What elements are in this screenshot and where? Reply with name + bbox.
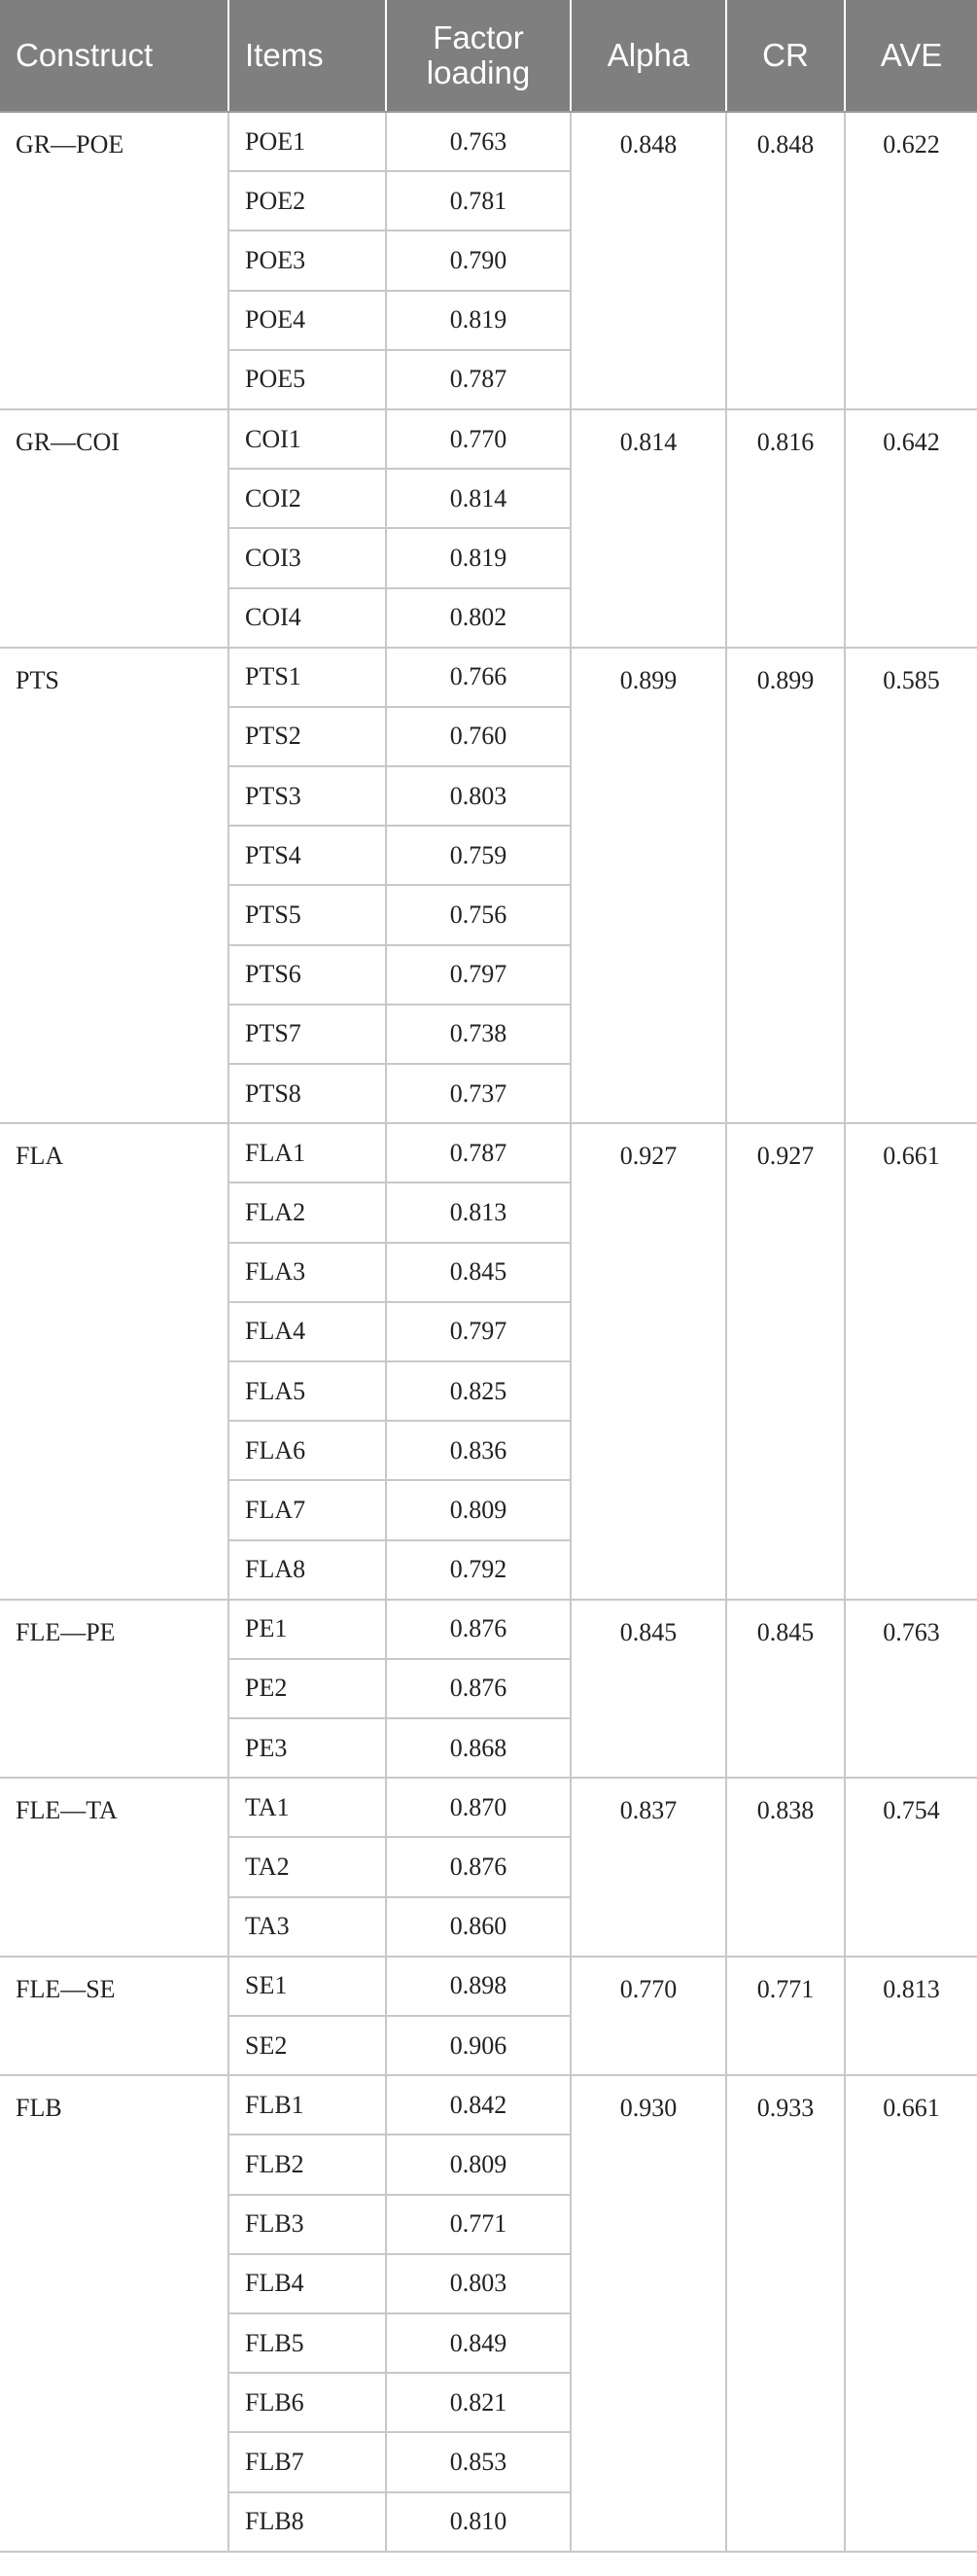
item-cell: FLB4	[228, 2254, 386, 2313]
factor-loading-cell: 0.842	[386, 2075, 571, 2135]
item-cell: TA1	[228, 1778, 386, 1837]
cr-cell: 0.771	[726, 1957, 845, 2075]
factor-loading-cell: 0.853	[386, 2432, 571, 2491]
construct-cell: GR—POE	[0, 112, 228, 409]
factor-loading-cell: 0.781	[386, 171, 571, 230]
construct-cell: GR—COI	[0, 409, 228, 648]
ave-cell: 0.622	[845, 112, 977, 409]
ave-cell: 0.813	[845, 1957, 977, 2075]
table-row	[0, 409, 977, 469]
factor-loading-cell: 0.819	[386, 528, 571, 587]
factor-loading-cell: 0.803	[386, 2254, 571, 2313]
factor-loading-cell: 0.845	[386, 1243, 571, 1302]
item-cell: TA2	[228, 1837, 386, 1896]
item-cell: FLA1	[228, 1123, 386, 1182]
cr-cell: 0.927	[726, 1123, 845, 1600]
item-cell: POE2	[228, 171, 386, 230]
header-items: Items	[228, 0, 386, 112]
factor-loading-cell: 0.797	[386, 1302, 571, 1361]
cr-cell: 0.845	[726, 1600, 845, 1779]
factor-loading-cell: 0.876	[386, 1659, 571, 1718]
construct-cell: PTS	[0, 648, 228, 1124]
ave-cell: 0.585	[845, 648, 977, 1124]
item-cell: FLA3	[228, 1243, 386, 1302]
factor-loading-cell: 0.876	[386, 1600, 571, 1659]
item-cell: PTS5	[228, 885, 386, 944]
table-row	[0, 648, 977, 707]
item-cell: SE1	[228, 1957, 386, 2016]
table-row	[0, 2075, 977, 2135]
factor-loading-cell: 0.821	[386, 2373, 571, 2432]
item-cell: PE3	[228, 1718, 386, 1778]
item-cell: FLA5	[228, 1361, 386, 1421]
factor-loading-cell: 0.809	[386, 2135, 571, 2194]
factor-loading-cell: 0.760	[386, 707, 571, 766]
ave-cell: 0.754	[845, 1778, 977, 1957]
factor-loading-cell: 0.787	[386, 1123, 571, 1182]
factor-loading-cell: 0.766	[386, 648, 571, 707]
item-cell: FLA8	[228, 1540, 386, 1600]
table-row	[0, 1778, 977, 1837]
cr-cell: 0.848	[726, 112, 845, 409]
factor-loading-cell: 0.771	[386, 2195, 571, 2254]
item-cell: FLA2	[228, 1182, 386, 1242]
item-cell: FLB5	[228, 2313, 386, 2373]
factor-loading-cell: 0.802	[386, 588, 571, 648]
factor-loading-cell: 0.792	[386, 1540, 571, 1600]
factor-loading-cell: 0.763	[386, 112, 571, 171]
construct-cell: FLB	[0, 2075, 228, 2552]
factor-loading-cell: 0.825	[386, 1361, 571, 1421]
item-cell: PE2	[228, 1659, 386, 1718]
cr-cell: 0.816	[726, 409, 845, 648]
header-factor-loading: Factor loading	[386, 0, 571, 112]
item-cell: SE2	[228, 2016, 386, 2075]
factor-loading-cell: 0.810	[386, 2492, 571, 2552]
factor-loading-cell: 0.860	[386, 1897, 571, 1957]
header-cr: CR	[726, 0, 845, 112]
factor-loading-cell: 0.756	[386, 885, 571, 944]
item-cell: PTS6	[228, 945, 386, 1005]
factor-loading-cell: 0.813	[386, 1182, 571, 1242]
alpha-cell: 0.899	[571, 648, 726, 1124]
factor-loading-cell: 0.737	[386, 1064, 571, 1123]
factor-loading-cell: 0.814	[386, 469, 571, 528]
item-cell: PTS7	[228, 1005, 386, 1064]
item-cell: FLB7	[228, 2432, 386, 2491]
cr-cell: 0.933	[726, 2075, 845, 2552]
item-cell: PE1	[228, 1600, 386, 1659]
factor-loading-cell: 0.836	[386, 1421, 571, 1480]
item-cell: POE1	[228, 112, 386, 171]
construct-cell: FLE—TA	[0, 1778, 228, 1957]
item-cell: FLA4	[228, 1302, 386, 1361]
factor-loading-cell: 0.849	[386, 2313, 571, 2373]
item-cell: PTS8	[228, 1064, 386, 1123]
item-cell: PTS1	[228, 648, 386, 707]
table-row	[0, 112, 977, 171]
ave-cell: 0.661	[845, 1123, 977, 1600]
item-cell: POE3	[228, 230, 386, 290]
factor-loading-cell: 0.819	[386, 291, 571, 350]
ave-cell: 0.661	[845, 2075, 977, 2552]
construct-cell: FLE—SE	[0, 1957, 228, 2075]
factor-loading-cell: 0.906	[386, 2016, 571, 2075]
item-cell: COI3	[228, 528, 386, 587]
item-cell: COI4	[228, 588, 386, 648]
item-cell: FLB8	[228, 2492, 386, 2552]
factor-loading-cell: 0.809	[386, 1480, 571, 1539]
factor-loading-cell: 0.770	[386, 409, 571, 469]
table-row	[0, 1123, 977, 1182]
item-cell: FLB2	[228, 2135, 386, 2194]
header-alpha: Alpha	[571, 0, 726, 112]
factor-loading-cell: 0.787	[386, 350, 571, 409]
factor-loading-cell: 0.870	[386, 1778, 571, 1837]
alpha-cell: 0.930	[571, 2075, 726, 2552]
factor-loading-cell: 0.797	[386, 945, 571, 1005]
alpha-cell: 0.770	[571, 1957, 726, 2075]
header-construct: Construct	[0, 0, 228, 112]
construct-cell: FLE—PE	[0, 1600, 228, 1779]
alpha-cell: 0.927	[571, 1123, 726, 1600]
item-cell: FLA6	[228, 1421, 386, 1480]
item-cell: PTS4	[228, 826, 386, 885]
factor-loading-cell: 0.803	[386, 766, 571, 826]
item-cell: FLA7	[228, 1480, 386, 1539]
factor-loading-cell: 0.898	[386, 1957, 571, 2016]
ave-cell: 0.642	[845, 409, 977, 648]
construct-cell: FLA	[0, 1123, 228, 1600]
item-cell: POE4	[228, 291, 386, 350]
cr-cell: 0.899	[726, 648, 845, 1124]
cr-cell: 0.838	[726, 1778, 845, 1957]
factor-loading-cell: 0.759	[386, 826, 571, 885]
item-cell: FLB1	[228, 2075, 386, 2135]
header-row	[0, 0, 977, 112]
table-row	[0, 1600, 977, 1659]
item-cell: FLB3	[228, 2195, 386, 2254]
item-cell: COI1	[228, 409, 386, 469]
item-cell: PTS3	[228, 766, 386, 826]
item-cell: FLB6	[228, 2373, 386, 2432]
item-cell: TA3	[228, 1897, 386, 1957]
item-cell: PTS2	[228, 707, 386, 766]
item-cell: POE5	[228, 350, 386, 409]
alpha-cell: 0.848	[571, 112, 726, 409]
table-row	[0, 1957, 977, 2016]
factor-loading-cell: 0.738	[386, 1005, 571, 1064]
factor-loading-cell: 0.868	[386, 1718, 571, 1778]
ave-cell: 0.763	[845, 1600, 977, 1779]
table-header	[0, 0, 977, 112]
alpha-cell: 0.845	[571, 1600, 726, 1779]
factor-loading-cell: 0.790	[386, 230, 571, 290]
alpha-cell: 0.837	[571, 1778, 726, 1957]
item-cell: COI2	[228, 469, 386, 528]
header-ave: AVE	[845, 0, 977, 112]
table-body	[0, 112, 977, 2552]
alpha-cell: 0.814	[571, 409, 726, 648]
factor-loading-cell: 0.876	[386, 1837, 571, 1896]
